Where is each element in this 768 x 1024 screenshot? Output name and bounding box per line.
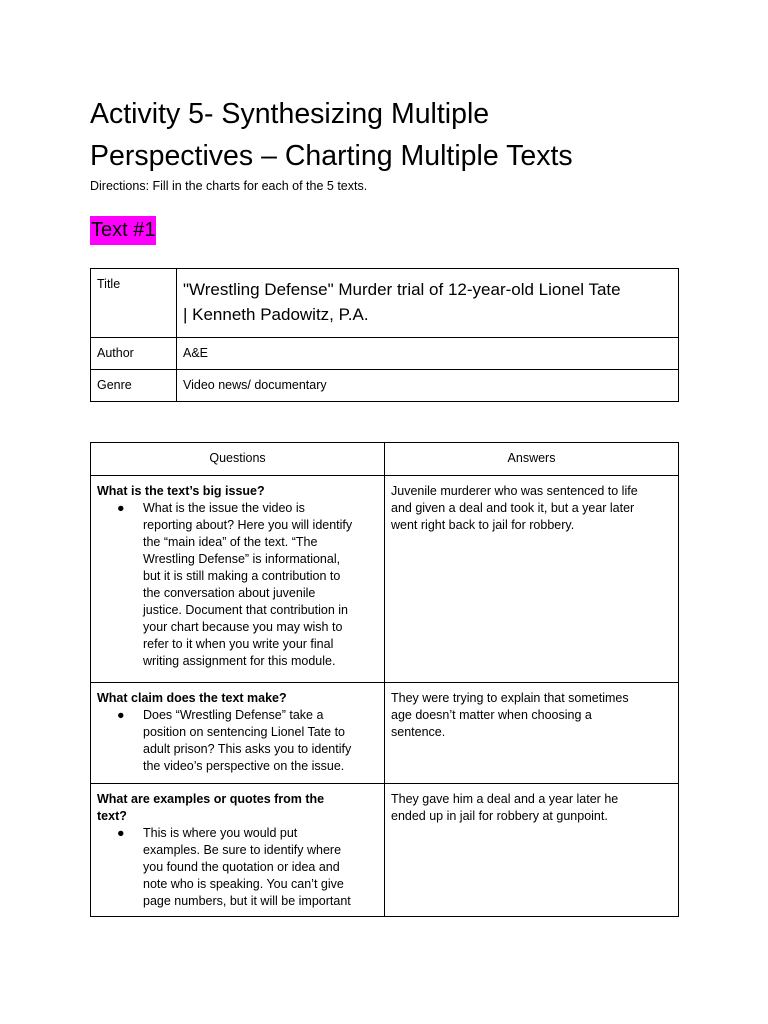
qa-header-row: [91, 443, 679, 476]
question-title: What are examples or quotes from the text?: [97, 792, 325, 823]
answer-cell: [385, 476, 679, 683]
questions-answers-table: [90, 442, 679, 917]
bullet-icon: ●: [117, 826, 125, 840]
answer-text: Juvenile murderer who was sentenced to life and given a deal and took it, but a year later went right back to jail for robbery.: [391, 484, 638, 532]
question-bullet-item: [97, 825, 378, 910]
answer-cell: [385, 683, 679, 784]
question-title: What claim does the text make?: [97, 691, 287, 705]
info-label-title: Title: [91, 269, 177, 338]
info-row-author: [91, 338, 679, 370]
question-bullet-item: [97, 500, 378, 670]
bullet-icon: ●: [117, 708, 125, 722]
info-label-genre: Genre: [91, 370, 177, 402]
questions-header: Questions: [91, 443, 385, 476]
info-label-author: Author: [91, 338, 177, 370]
question-cell: [91, 784, 385, 917]
directions-text: Directions: Fill in the charts for each of the 5 texts.: [90, 179, 368, 193]
question-cell: [91, 476, 385, 683]
info-row-title: [91, 269, 679, 338]
question-detail: What is the issue the video is reporting about? Here you will identify the “main idea” of the text. “The Wrestling Defense” is informational, but it is still making a contribution to the conversation about juvenile justice. Document that contribution in your chart because you may wish to refer to it when you write your final writing assignment for this module.: [143, 501, 353, 668]
qa-row-big-issue: [91, 476, 679, 683]
info-row-genre: [91, 370, 679, 402]
info-value-genre: Video news/ documentary: [177, 370, 679, 402]
answers-header: Answers: [385, 443, 679, 476]
answer-text: They gave him a deal and a year later he ended up in jail for robbery at gunpoint.: [391, 792, 619, 823]
page-title-line-2: Perspectives – Charting Multiple Texts: [90, 140, 573, 172]
question-detail: This is where you would put examples. Be sure to identify where you found the quotation or idea and note who is speaking. You can’t give page numbers, but it will be important: [143, 826, 351, 908]
text-info-table: [90, 268, 679, 402]
page-title-line-1: Activity 5- Synthesizing Multiple: [90, 98, 490, 130]
answer-text: They were trying to explain that sometimes age doesn’t matter when choosing a sentence.: [391, 691, 629, 739]
question-bullet-item: [97, 707, 378, 775]
info-value-author: A&E: [177, 338, 679, 370]
text-heading-highlighted: Text #1: [90, 216, 156, 245]
qa-row-examples: [91, 784, 679, 917]
question-title: What is the text’s big issue?: [97, 484, 265, 498]
page-title: [90, 93, 573, 177]
bullet-icon: ●: [117, 501, 125, 515]
qa-row-claim: [91, 683, 679, 784]
question-detail: Does “Wrestling Defense” take a position on sentencing Lionel Tate to adult prison? This asks you to identify the video’s perspective on the issue.: [143, 708, 352, 773]
info-value-title: "Wrestling Defense" Murder trial of 12-year-old Lionel Tate | Kenneth Padowitz, P.A.: [177, 269, 679, 338]
question-cell: [91, 683, 385, 784]
answer-cell: [385, 784, 679, 917]
